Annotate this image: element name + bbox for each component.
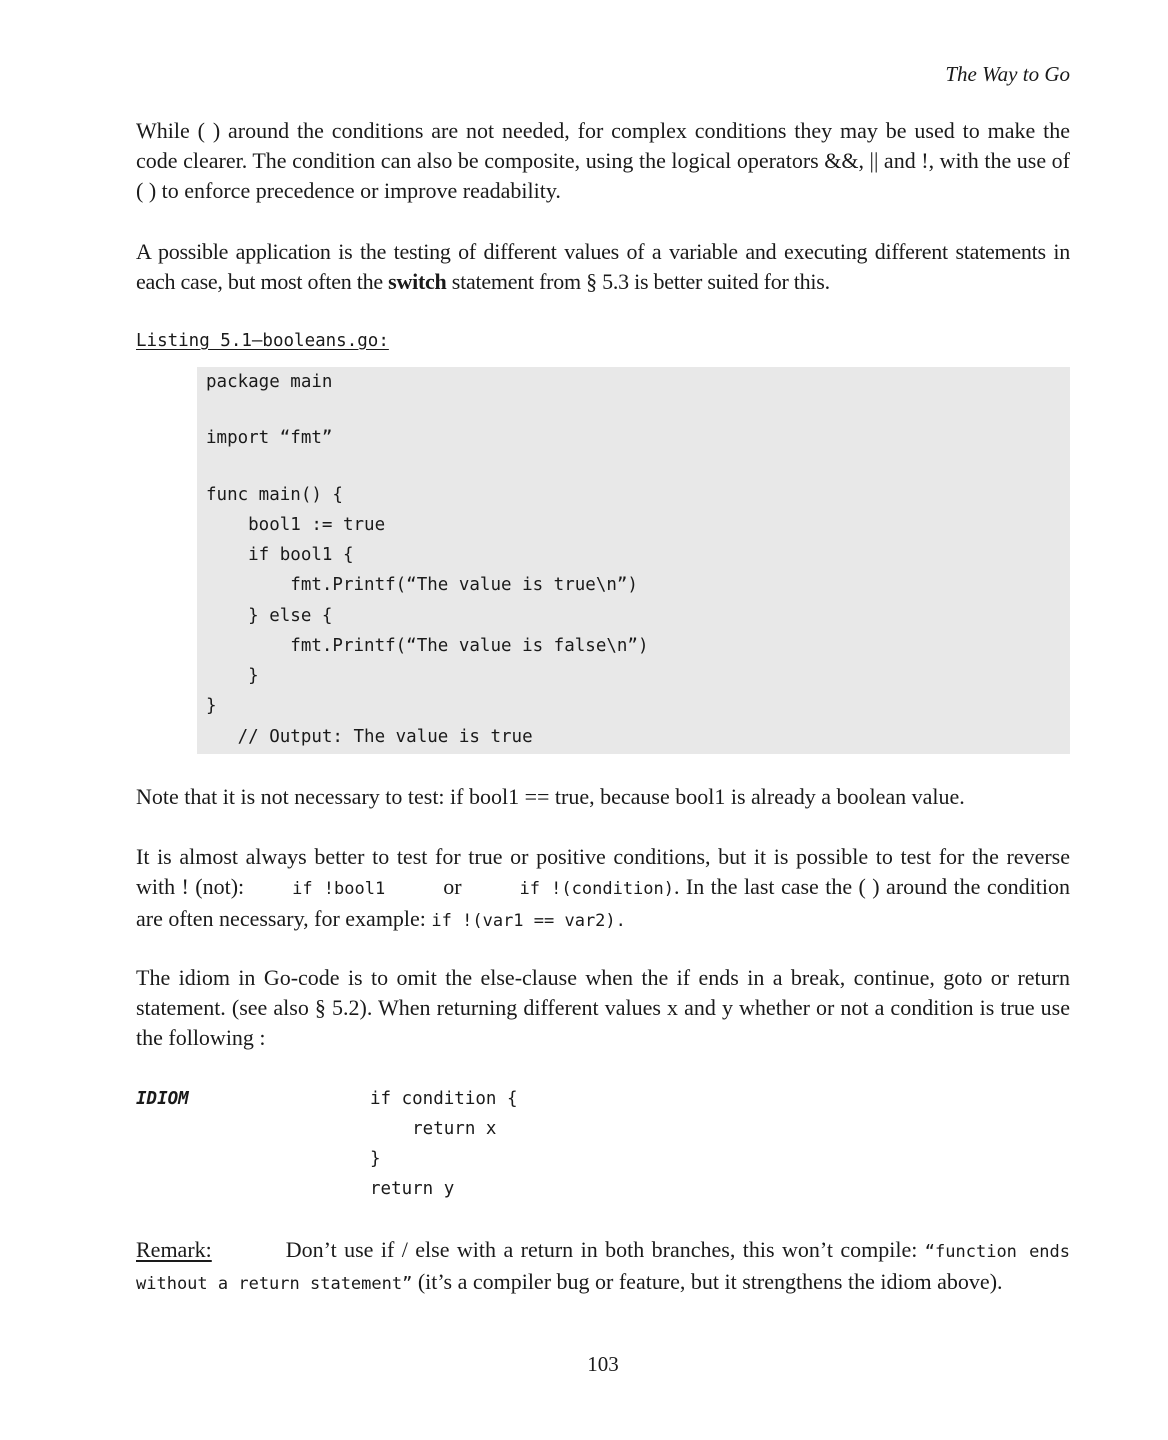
listing-caption: Listing 5.1—booleans.go: <box>136 331 389 351</box>
paragraph-application <box>136 237 1070 297</box>
idiom-code-line: } <box>370 1149 381 1169</box>
idiom-code-line: return y <box>370 1179 455 1199</box>
paragraph-note: Note that it is not necessary to test: if bool1 == true, because bool1 is already a boolean value. <box>136 784 965 809</box>
inline-code: if !bool1 <box>292 879 386 899</box>
remark-label: Remark: <box>136 1237 212 1262</box>
code-line: package main <box>206 372 333 392</box>
remark-text-a: Don’t use if / else with a return in both branches, this won’t compile: <box>285 1237 918 1262</box>
code-line: } else { <box>206 606 333 626</box>
remark-paragraph <box>136 1235 1070 1299</box>
paragraph-reverse-text-b: . In the last case the ( ) around the condition are often necessary, for example: <box>136 874 1070 931</box>
code-line: import “fmt” <box>206 428 333 448</box>
paragraph-application-text-a: A possible application is the testing of different values of a variable and executing different statements in each case, but most often the <box>136 239 1070 294</box>
idiom-label: IDIOM <box>136 1089 189 1109</box>
inline-code: “function ends without a return statement” <box>136 1242 1071 1294</box>
paragraph-reverse-text-a: It is almost always better to test for true or positive conditions, but it is possible to test for the reverse with ! (not): <box>136 844 1070 899</box>
paragraph-idiom-intro: The idiom in Go-code is to omit the else-clause when the if ends in a break, continue, goto or return statement. (see also § 5.2). When returning different values x and y whether or not a condition is true use the following : <box>136 965 1070 1050</box>
code-line: if bool1 { <box>206 545 354 565</box>
page-number: 103 <box>587 1352 619 1376</box>
code-line: } <box>206 696 217 716</box>
code-line: fmt.Printf(“The value is false\n”) <box>206 636 649 656</box>
idiom-code-line: if condition { <box>370 1089 518 1109</box>
paragraph-application-text-b: statement from § 5.3 is better suited for this. <box>451 269 830 294</box>
inline-code: if !(condition) <box>519 879 674 899</box>
code-line: fmt.Printf(“The value is true\n”) <box>206 575 638 595</box>
inline-code: if !(var1 == var2). <box>431 911 626 931</box>
remark-text-b: (it’s a compiler bug or feature, but it strengthens the idiom above). <box>417 1269 1003 1294</box>
code-line: } <box>206 666 259 686</box>
paragraph-parentheses: While ( ) around the conditions are not needed, for complex conditions they may be used to make the code clearer. The condition can also be composite, using the logical operators &&, || and !, with the use of ( ) to enforce precedence or improve readability. <box>136 118 1070 203</box>
paragraph-reverse-test <box>136 842 1070 936</box>
switch-keyword: switch <box>388 269 447 294</box>
idiom-code-line: return x <box>370 1119 497 1139</box>
code-line-comment: // Output: The value is true <box>206 727 533 747</box>
code-line: bool1 := true <box>206 515 386 535</box>
code-line: func main() { <box>206 485 343 505</box>
or-text: or <box>443 874 462 899</box>
running-header: The Way to Go <box>945 62 1070 86</box>
